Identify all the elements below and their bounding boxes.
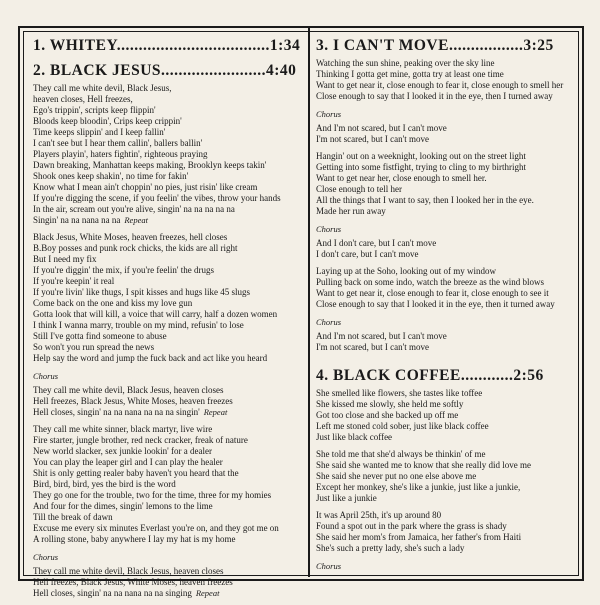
chorus-label: Chorus — [33, 371, 59, 381]
lyric-text: She's such a pretty lady, she's such a lady — [316, 543, 465, 553]
lyric-text: Watching the sun shine, peaking over the sky line — [316, 58, 495, 68]
lyric-line — [316, 195, 578, 206]
stanza — [33, 83, 303, 226]
lyric-text: They go one for the trouble, two for the time, three for my homies — [33, 490, 272, 500]
lyric-line — [316, 432, 578, 443]
lyric-text: Bloods keep bloodin', Crips keep crippin' — [33, 116, 182, 126]
lyric-line — [316, 399, 578, 410]
lyric-text: Gotta look that will kill, a voice that will carry, half a dozen women — [33, 309, 278, 319]
lyric-text: She kissed me slowly, she held me softly — [316, 399, 464, 409]
lyric-line — [33, 424, 303, 435]
lyric-line — [316, 162, 578, 173]
chorus-label: Chorus — [316, 109, 342, 119]
lyric-text: Laying up at the Soho, looking out of my window — [316, 266, 496, 276]
track-section — [316, 367, 578, 572]
lyric-text: They call me white sinner, black martyr, live wire — [33, 424, 213, 434]
lyric-text: She said she never put no one else above me — [316, 471, 477, 481]
lyric-line — [316, 80, 578, 91]
lyric-line — [33, 254, 303, 265]
lyric-text: Still I've gotta find someone to abuse — [33, 331, 167, 341]
track-title: 1. WHITEY...................................1:34 — [33, 37, 301, 54]
lyric-text: Fire starter, jungle brother, red neck cracker, freak of nature — [33, 435, 248, 445]
lyric-text: I'm not scared, but I can't move — [316, 134, 429, 144]
lyric-line — [316, 238, 578, 249]
lyric-line — [33, 457, 303, 468]
lyric-line — [33, 309, 303, 320]
lyric-text: Players playin', haters fightin', righteous praying — [33, 149, 208, 159]
lyric-text: Come back on the one and kiss my love gun — [33, 298, 193, 308]
lyric-line — [316, 521, 578, 532]
lyric-text: Left me stoned cold sober, just like black coffee — [316, 421, 489, 431]
lyric-line — [316, 388, 578, 399]
lyric-line — [33, 479, 303, 490]
lyric-line — [33, 243, 303, 254]
lyric-text: And I'm not scared, but I can't move — [316, 123, 447, 133]
lyric-line — [316, 266, 578, 277]
lyric-text: So won't you run spread the news — [33, 342, 155, 352]
lyric-text: Excuse me every six minutes Everlast you're on, and they got me on — [33, 523, 279, 533]
lyric-line — [33, 94, 303, 105]
lyric-line — [316, 249, 578, 260]
lyric-text: New world slacker, sex junkie lookin' for a dealer — [33, 446, 212, 456]
lyric-text: Got too close and she backed up off me — [316, 410, 459, 420]
stanza — [33, 232, 303, 364]
lyric-text: Black Jesus, White Moses, heaven freezes, hell closes — [33, 232, 228, 242]
lyric-text: They call me white devil, Black Jesus, heaven closes — [33, 566, 224, 576]
lyric-line — [316, 151, 578, 162]
lyric-text: If you're livin' like thugs, I spit kisses and hugs like 45 slugs — [33, 287, 250, 297]
lyric-text: Shit is only getting realer baby haven't you heard that the — [33, 468, 239, 478]
stanza — [316, 266, 578, 310]
lyric-text: Hell freezes, Black Jesus, White Moses, heaven freezes — [33, 577, 233, 587]
lyric-text: Found a spot out in the park where the grass is shady — [316, 521, 507, 531]
lyric-line — [33, 116, 303, 127]
lyric-text: Help say the word and jump the fuck back and act like you heard — [33, 353, 268, 363]
lyric-line — [33, 83, 303, 94]
lyric-text: Hell closes, singin' na na nana na na na singin' — [33, 407, 200, 417]
lyric-text: Want to get near it, close enough to fear it, close enough to see it — [316, 288, 549, 298]
stanza — [316, 449, 578, 504]
lyric-line — [33, 232, 303, 243]
lyric-line — [33, 149, 303, 160]
lyric-line — [316, 331, 578, 342]
lyric-text: If you're diggin' the mix, if you're feelin' the drugs — [33, 265, 214, 275]
lyric-line — [33, 501, 303, 512]
lyric-text: A rolling stone, baby anywhere I lay my hat is my home — [33, 534, 236, 544]
lyric-text: She smelled like flowers, she tastes like toffee — [316, 388, 483, 398]
lyric-line — [33, 287, 303, 298]
lyric-text: Ego's trippin', scripts keep flippin' — [33, 105, 156, 115]
lyric-line — [316, 91, 578, 102]
lyric-text: She said her mom's from Jamaica, her father's from Haiti — [316, 532, 522, 542]
stanza — [316, 510, 578, 554]
lyric-line — [33, 490, 303, 501]
chorus-label: Chorus — [316, 317, 342, 327]
repeat-marker: Repeat — [195, 588, 220, 598]
lyric-line — [316, 460, 578, 471]
lyric-line — [316, 184, 578, 195]
lyric-line — [316, 288, 578, 299]
chorus-label: Chorus — [316, 561, 342, 571]
lyric-line — [33, 353, 303, 364]
lyric-text: You can play the leaper girl and I can play the healer — [33, 457, 223, 467]
lyric-text: Till the break of dawn — [33, 512, 113, 522]
stanza — [33, 370, 303, 418]
lyric-line — [33, 127, 303, 138]
lyric-text: If you're keepin' it real — [33, 276, 115, 286]
lyric-line — [316, 510, 578, 521]
lyric-line — [316, 58, 578, 69]
track-section — [33, 37, 303, 54]
lyric-line — [316, 449, 578, 460]
lyric-text: All the things that I want to say, then I looked her in the eye. — [316, 195, 534, 205]
lyrics-block — [33, 83, 303, 599]
lyric-text: And four for the dimes, singin' lemons to the lime — [33, 501, 213, 511]
lyric-line — [316, 493, 578, 504]
stanza — [316, 223, 578, 260]
track-title: 4. BLACK COFFEE............2:56 — [316, 367, 544, 384]
lyric-text: Shook ones keep shakin', no time for fakin' — [33, 171, 189, 181]
stanza — [316, 316, 578, 353]
lyric-text: B.Boy posses and punk rock chicks, the kids are all right — [33, 243, 238, 253]
lyric-text: I think I wanna marry, trouble on my mind, refusin' to lose — [33, 320, 244, 330]
lyric-line — [33, 534, 303, 545]
stanza — [316, 151, 578, 217]
lyric-text: Time keeps slippin' and I keep fallin' — [33, 127, 166, 137]
lyric-line — [316, 173, 578, 184]
lyric-line — [33, 577, 303, 588]
lyric-text: heaven closes, Hell freezes, — [33, 94, 133, 104]
lyric-text: Except her monkey, she's like a junkie, just like a junkie, — [316, 482, 521, 492]
lyric-line — [33, 396, 303, 407]
lyric-line — [316, 69, 578, 80]
track-section — [33, 62, 303, 599]
lyric-line — [33, 171, 303, 182]
lyric-line — [33, 407, 303, 418]
lyric-line — [33, 105, 303, 116]
lyric-text: Want to get near it, close enough to fear it, close enough to smell her — [316, 80, 564, 90]
track-title: 2. BLACK JESUS........................4:40 — [33, 62, 297, 79]
lyric-text: Dawn breaking, Manhattan keeps making, Brooklyn keeps takin' — [33, 160, 267, 170]
lyric-text: Close enough to say that I looked it in the eye, then I turned away — [316, 91, 553, 101]
lyric-line — [316, 206, 578, 217]
lyric-line — [33, 265, 303, 276]
stanza — [316, 560, 578, 572]
lyric-text: I don't care, but I can't move — [316, 249, 419, 259]
lyric-text: I can't see but I hear them callin', ballers ballin' — [33, 138, 203, 148]
lyric-line — [33, 588, 303, 599]
lyric-line — [33, 276, 303, 287]
lyric-text: She told me that she'd always be thinkin' of me — [316, 449, 486, 459]
lyric-line — [316, 277, 578, 288]
lyric-line — [316, 123, 578, 134]
lyric-line — [316, 482, 578, 493]
lyric-line — [316, 410, 578, 421]
lyric-line — [316, 543, 578, 554]
lyric-text: She said she wanted me to know that she really did love me — [316, 460, 531, 470]
left-column — [33, 37, 303, 605]
lyric-line — [316, 421, 578, 432]
lyric-text: Singin' na na nana na na — [33, 215, 121, 225]
lyric-line — [33, 138, 303, 149]
lyric-text: They call me white devil, Black Jesus, — [33, 83, 172, 93]
lyric-line — [316, 299, 578, 310]
lyric-text: Bird, bird, bird, yes the bird is the word — [33, 479, 176, 489]
lyric-line — [33, 182, 303, 193]
lyric-line — [33, 193, 303, 204]
lyric-text: In the air, scream out you're alive, singin' na na na na na — [33, 204, 235, 214]
stanza — [316, 388, 578, 443]
lyric-text: I'm not scared, but I can't move — [316, 342, 429, 352]
lyric-text: Getting into some fistfight, trying to cling to my birthright — [316, 162, 526, 172]
lyric-line — [33, 512, 303, 523]
repeat-marker: Repeat — [124, 215, 148, 225]
lyric-text: And I'm not scared, but I can't move — [316, 331, 447, 341]
lyric-text: It was April 25th, it's up around 80 — [316, 510, 442, 520]
lyric-text: Close enough to say that I looked it in the eye, then it turned away — [316, 299, 555, 309]
track-section — [316, 37, 578, 353]
stanza — [33, 424, 303, 545]
lyric-text: Know what I mean ain't choppin' no pies, just risin' like cream — [33, 182, 258, 192]
track-title: 3. I CAN'T MOVE.................3:25 — [316, 37, 554, 54]
right-column — [316, 37, 578, 578]
lyric-line — [33, 446, 303, 457]
lyric-text: Pulling back on some indo, watch the breeze as the wind blows — [316, 277, 544, 287]
lyric-line — [33, 215, 303, 226]
lyric-line — [33, 342, 303, 353]
lyric-text: And I don't care, but I can't move — [316, 238, 437, 248]
lyric-line — [316, 471, 578, 482]
lyric-line — [33, 298, 303, 309]
column-divider — [308, 28, 310, 577]
lyric-text: If you're digging the scene, if you feelin' the vibes, throw your hands — [33, 193, 281, 203]
lyric-line — [33, 331, 303, 342]
lyric-line — [316, 134, 578, 145]
lyric-line — [316, 342, 578, 353]
lyric-line — [33, 523, 303, 534]
repeat-marker: Repeat — [203, 407, 228, 417]
lyric-line — [33, 320, 303, 331]
lyric-text: Hell freezes, Black Jesus, White Moses, heaven freezes — [33, 396, 233, 406]
lyric-line — [33, 160, 303, 171]
lyric-text: But I need my fix — [33, 254, 97, 264]
chorus-label: Chorus — [33, 552, 59, 562]
lyric-text: Hangin' out on a weeknight, looking out on the street light — [316, 151, 526, 161]
chorus-label: Chorus — [316, 224, 342, 234]
lyric-text: Close enough to tell her — [316, 184, 402, 194]
stanza — [33, 551, 303, 599]
lyrics-block — [316, 388, 578, 572]
lyric-text: Thinking I gotta get mine, gotta try at least one time — [316, 69, 504, 79]
lyric-text: Just like a junkie — [316, 493, 377, 503]
lyric-line — [33, 468, 303, 479]
lyric-text: Made her run away — [316, 206, 386, 216]
lyric-text: They call me white devil, Black Jesus, heaven closes — [33, 385, 224, 395]
lyrics-block — [316, 58, 578, 353]
lyric-text: Just like black coffee — [316, 432, 393, 442]
lyric-line — [316, 532, 578, 543]
lyric-line — [33, 385, 303, 396]
stanza — [316, 108, 578, 145]
lyric-line — [33, 435, 303, 446]
stanza — [316, 58, 578, 102]
lyric-text: Hell closes, singin' na na nana na na singing — [33, 588, 192, 598]
lyric-line — [33, 204, 303, 215]
lyric-text: Want to get near her, close enough to smell her. — [316, 173, 487, 183]
lyric-line — [33, 566, 303, 577]
